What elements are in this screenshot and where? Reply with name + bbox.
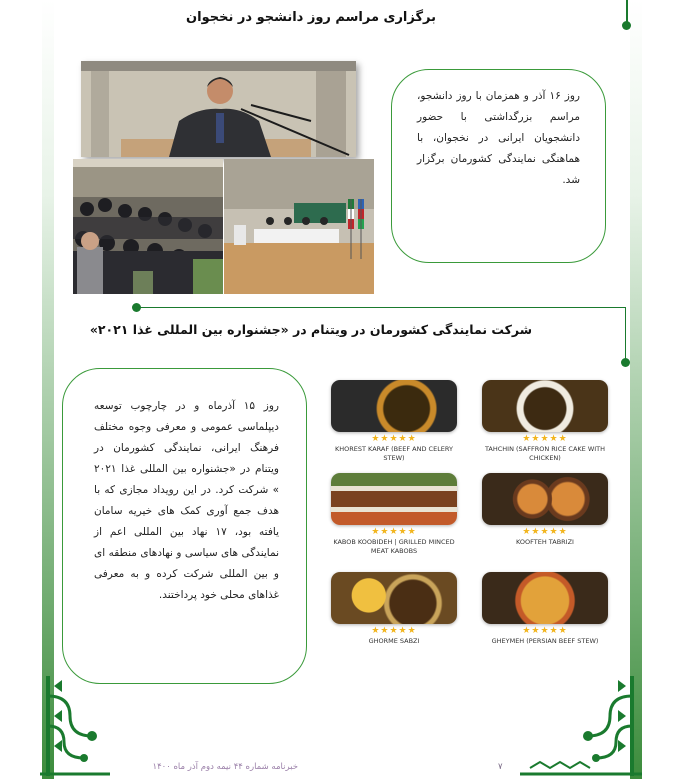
food-stars: ★★★★★ <box>522 434 568 444</box>
food-image <box>331 473 457 525</box>
section2-text: روز ۱۵ آذرماه و در چارچوب توسعه دیپلماسی عمومی و معرفی وجوه مختلف فرهنگ ایرانی، نمایندگی کشورمان در ویتنام در «جشنواره بین المللی غذا ۲۰۲۱ » شرکت کرد. در این رویداد مجازی که با هدف جمع آوری کمک های خیریه سامان یافته بود، ۱۷ نهاد بین المللی اعم از نمایندگی های سیاسی و نهادهای منطقه ای و بین المللی شرکت کرده و به معرفی غذاهای محلی خود پرداختند. <box>94 400 279 601</box>
food-image <box>331 572 457 624</box>
food-card <box>482 572 608 646</box>
food-image <box>482 572 608 624</box>
speaker-photo-graphic <box>81 61 356 157</box>
divider-left-dot <box>132 303 141 312</box>
food-name: KABOB KOOBIDEH | GRILLED MINCED MEAT KABOBS <box>333 538 455 555</box>
food-name: KHOREST KARAF (BEEF AND CELERY STEW) <box>335 445 453 462</box>
ceremony-hall-photo <box>224 159 374 294</box>
food-image <box>482 473 608 525</box>
food-name: TAHCHIN (SAFFRON RICE CAKE WITH CHICKEN) <box>484 445 606 462</box>
food-card <box>482 380 608 463</box>
audience-photo-graphic <box>73 159 223 294</box>
food-image <box>482 380 608 432</box>
speaker-photo <box>81 61 356 157</box>
food-stars: ★★★★★ <box>371 527 417 537</box>
food-card <box>331 380 457 463</box>
section1-text: روز ۱۶ آذر و همزمان با روز دانشجو، مراسم بزرگداشتی با حضور دانشجویان ایرانی در نخجوان، با هماهنگی نمایندگی کشورمان برگزار شد. <box>417 90 580 186</box>
food-card <box>331 473 457 556</box>
bottom-right-ornament <box>520 676 642 779</box>
food-card <box>482 473 608 547</box>
bottom-left-ornament <box>40 676 110 779</box>
food-name: KOOFTEH TABRIZI <box>516 538 574 546</box>
audience-photo <box>73 159 223 294</box>
food-stars: ★★★★★ <box>522 626 568 636</box>
food-card <box>331 572 457 646</box>
divider-right-line <box>625 307 626 362</box>
food-name: GHEYMEH (PERSIAN BEEF STEW) <box>491 637 599 645</box>
food-stars: ★★★★★ <box>371 626 417 636</box>
section1-title: برگزاری مراسم روز دانشجو در نخجوان <box>186 10 436 25</box>
left-side-bar <box>42 0 54 779</box>
page-number: ۷ <box>498 762 503 772</box>
ceremony-hall-photo-graphic <box>224 159 374 294</box>
food-stars: ★★★★★ <box>371 434 417 444</box>
section2-title: شرکت نمایندگی کشورمان در ویتنام در «جشنواره بین المللی غذا ۲۰۲۱» <box>89 322 532 337</box>
section-divider-line <box>137 307 625 308</box>
food-image <box>331 380 457 432</box>
top-accent-dot <box>622 21 631 30</box>
food-name: GHORME SABZI <box>368 637 420 645</box>
divider-right-dot <box>621 358 630 367</box>
footer-issue-text: خبرنامه شماره ۴۴ نیمه دوم آذر ماه ۱۴۰۰ <box>152 762 298 772</box>
right-side-bar <box>630 0 642 779</box>
food-stars: ★★★★★ <box>522 527 568 537</box>
